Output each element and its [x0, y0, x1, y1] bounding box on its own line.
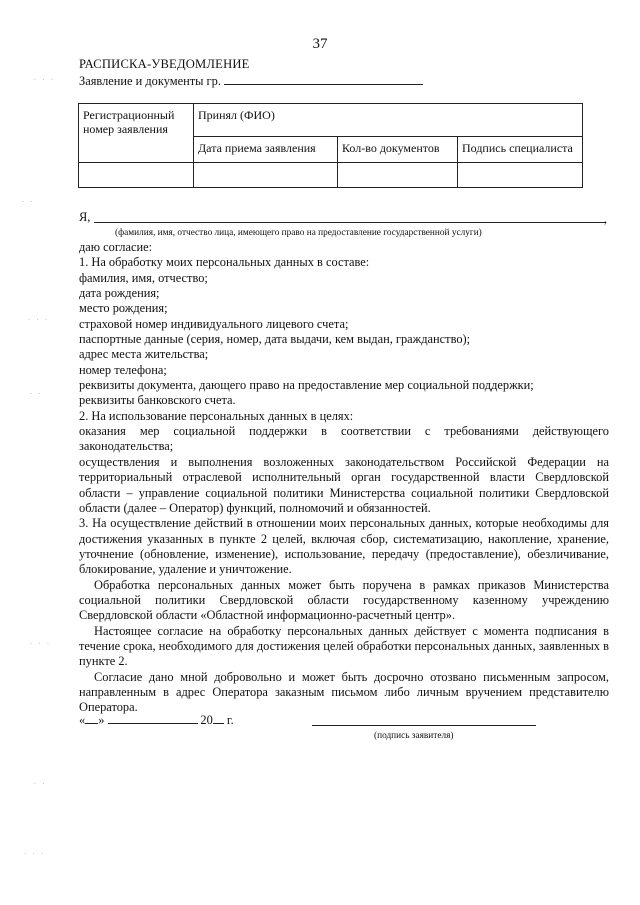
purpose-2: осуществления и выполнения возложенных законодательством Российской Федерации на территориальный отраслевой исполнительный орган государственной власти Свердловской области – управление социальной политики Министерства социальной политики Свердловской области (далее – Оператор) функций, полномочий и обязанностей.	[79, 454, 609, 515]
fio-blank-line	[94, 222, 606, 223]
date-header: Дата приема заявления	[194, 137, 338, 163]
day-blank	[85, 713, 98, 724]
month-blank	[108, 713, 198, 724]
table-row	[79, 163, 583, 188]
scan-speck: · · ·	[28, 316, 50, 324]
consent-line: 1. На обработку моих персональных данных в составе:	[79, 255, 370, 270]
paragraph-2: Настоящее согласие на обработку персональных данных действует с момента подписания в течение срока, необходимого для достижения целей обработки персональных данных, заявленных в пункте 2.	[79, 623, 609, 669]
scan-speck: · ·	[22, 198, 35, 206]
purpose-1: оказания мер социальной поддержки в соответствии с требованиями действующего законодательства;	[79, 424, 609, 454]
consent-line: номер телефона;	[79, 362, 167, 377]
consent-line: 2. На использование персональных данных в целях:	[79, 408, 354, 423]
page-number: 37	[312, 36, 328, 52]
scan-speck: · · ·	[34, 76, 56, 84]
table-cell	[458, 163, 583, 188]
quote-close: »	[98, 713, 105, 727]
document-title: РАСПИСКА-УВЕДОМЛЕНИЕ	[79, 57, 250, 71]
year-blank	[213, 713, 224, 724]
table-cell	[194, 163, 338, 188]
scan-speck: · · ·	[30, 640, 52, 648]
paragraph-1: Обработка персональных данных может быть поручена в рамках приказов Министерства социальной политики Свердловской области государственному казенному учреждению Свердловской области «Областной информационно-расчетный центр».	[79, 577, 609, 623]
scan-speck: · ·	[34, 780, 47, 788]
application-label: Заявление и документы гр.	[79, 74, 221, 88]
doc-count-header: Кол-во документов	[338, 137, 458, 163]
year-prefix: 20	[200, 713, 213, 727]
fio-note: (фамилия, имя, отчество лица, имеющего право на предоставление государственной услуги)	[115, 228, 482, 238]
accepted-header: Принял (ФИО)	[194, 104, 583, 137]
consent-line: реквизиты документа, дающего право на предоставление мер социальной поддержки;	[79, 378, 534, 393]
reg-number-header: Регистрационный номер заявления	[79, 104, 194, 163]
consent-line: реквизиты банковского счета.	[79, 393, 236, 408]
registration-table	[78, 103, 583, 188]
consent-line: адрес места жительства;	[79, 347, 209, 362]
scan-speck: · ·	[30, 390, 43, 398]
item-3: 3. На осуществление действий в отношении моих персональных данных, которые необходимы для достижения указанных в пункте 2 целей, включая сбор, систематизацию, накопление, хранение, уточнение (обновление, изменение), использование, передачу (предоставление), обезличивание, блокирование, удаление и уничтожение.	[79, 516, 609, 577]
scan-speck: · · ·	[24, 850, 46, 858]
consent-line: страховой номер индивидуального лицевого счета;	[79, 316, 349, 331]
consent-body	[79, 240, 609, 716]
specialist-signature-header: Подпись специалиста	[458, 137, 583, 163]
consent-line: фамилия, имя, отчество;	[79, 270, 208, 285]
consent-line: место рождения;	[79, 301, 168, 316]
consent-line: паспортные данные (серия, номер, дата выдачи, кем выдан, гражданство);	[79, 332, 471, 347]
signature-note: (подпись заявителя)	[374, 731, 454, 741]
application-line	[79, 73, 423, 89]
signature-line	[312, 725, 536, 726]
year-suffix: г.	[226, 713, 234, 727]
table-cell	[338, 163, 458, 188]
ya-comma: ,	[604, 212, 608, 226]
quote-open: «	[79, 713, 86, 727]
table-cell	[79, 163, 194, 188]
ya-label: Я,	[79, 210, 91, 224]
consent-line: даю согласие:	[79, 240, 153, 254]
date-line	[79, 713, 234, 728]
paragraph-3: Согласие дано мной добровольно и может быть досрочно отозвано письменным запросом, направленным в адрес Оператора заказным письмом либо личным вручением представителю Оператора.	[79, 669, 609, 715]
consent-line: дата рождения;	[79, 286, 160, 301]
applicant-name-blank	[224, 73, 423, 85]
